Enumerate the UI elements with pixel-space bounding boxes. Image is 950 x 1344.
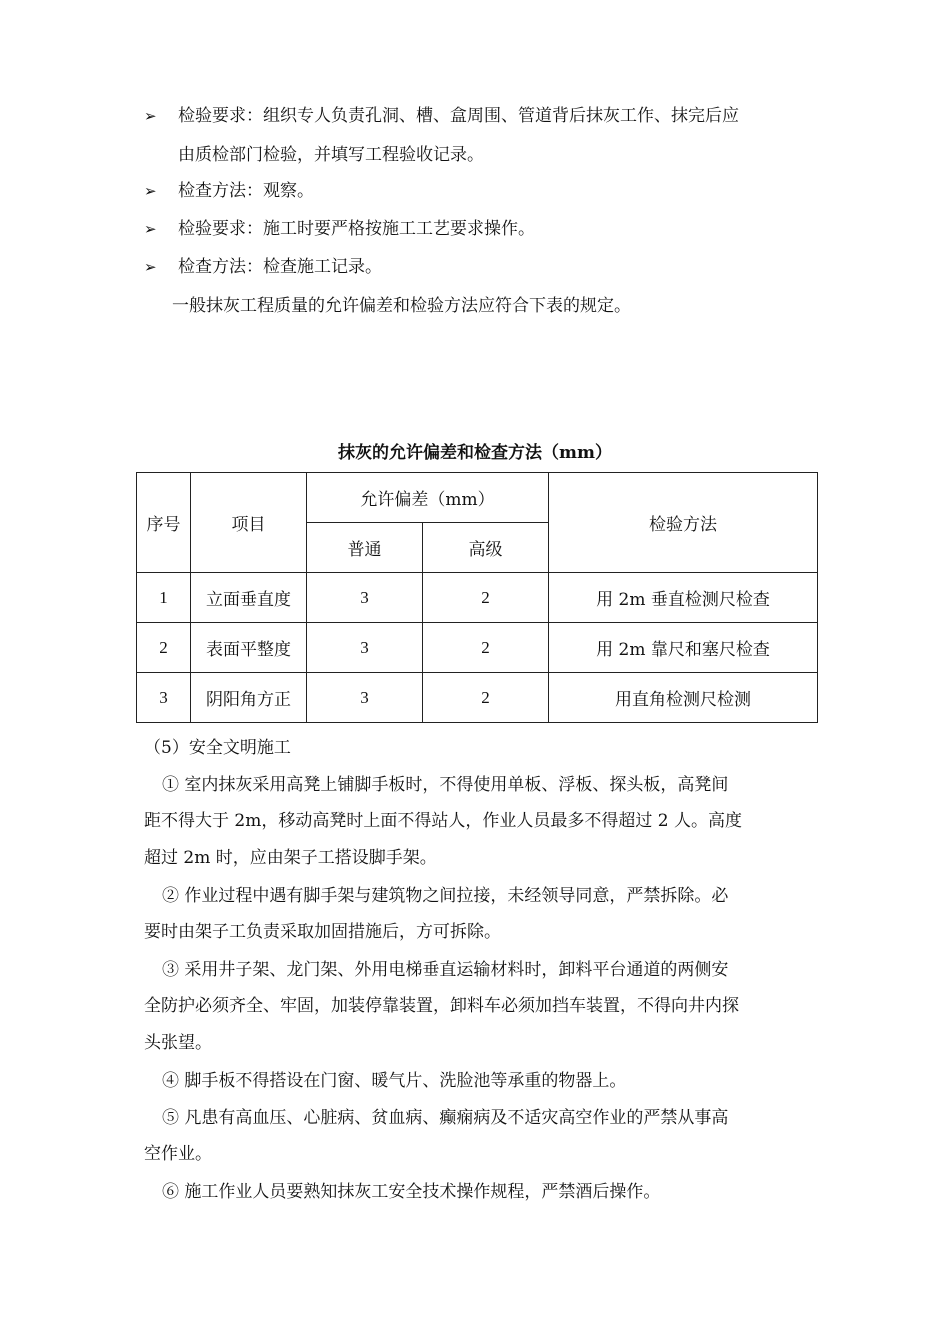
bullet-arrow-icon: ➢ (144, 258, 157, 276)
bullet-arrow-icon: ➢ (144, 220, 157, 238)
cell-item: 阴阳角方正 (191, 673, 307, 723)
bullet-text: 检查方法：观察。 (178, 181, 314, 201)
cell-advanced: 2 (423, 623, 549, 673)
paragraph-line: 全防护必须齐全、牢固，加装停靠装置，卸料车必须加挡车装置，不得向井内探 (144, 996, 739, 1016)
header-tolerance: 允许偏差（mm） (307, 473, 549, 523)
cell-method: 用直角检测尺检测 (549, 673, 818, 723)
paragraph-line: ⑥ 施工作业人员要熟知抹灰工安全技术操作规程，严禁酒后操作。 (162, 1182, 661, 1202)
cell-advanced: 2 (423, 573, 549, 623)
cell-item: 立面垂直度 (191, 573, 307, 623)
cell-seq: 3 (137, 673, 191, 723)
paragraph-line: 头张望。 (144, 1033, 212, 1053)
cell-advanced: 2 (423, 673, 549, 723)
bullet-arrow-icon: ➢ (144, 107, 157, 125)
paragraph-line: 超过 2m 时，应由架子工搭设脚手架。 (144, 848, 437, 868)
bullet-text: 检验要求：组织专人负责孔洞、槽、盒周围、管道背后抹灰工作、抹完后应 (178, 106, 739, 126)
cell-method: 用 2m 靠尺和塞尺检查 (549, 623, 818, 673)
header-seq: 序号 (137, 473, 191, 573)
bullet-arrow-icon: ➢ (144, 182, 157, 200)
paragraph-line: 距不得大于 2m，移动高凳时上面不得站人，作业人员最多不得超过 2 人。高度 (144, 811, 742, 831)
header-normal: 普通 (307, 523, 423, 573)
section-heading: （5）安全文明施工 (144, 738, 291, 758)
paragraph-line: 空作业。 (144, 1144, 212, 1164)
header-method: 检验方法 (549, 473, 818, 573)
table-title: 抹灰的允许偏差和检查方法（mm） (338, 443, 612, 463)
cell-normal: 3 (307, 623, 423, 673)
paragraph-line: 要时由架子工负责采取加固措施后，方可拆除。 (144, 922, 501, 942)
cell-normal: 3 (307, 573, 423, 623)
paragraph-line: ① 室内抹灰采用高凳上铺脚手板时，不得使用单板、浮板、探头板，高凳间 (162, 775, 729, 795)
paragraph-line: ③ 采用井子架、龙门架、外用电梯垂直运输材料时，卸料平台通道的两侧安 (162, 960, 729, 980)
paragraph-line: ② 作业过程中遇有脚手架与建筑物之间拉接，未经领导同意，严禁拆除。必 (162, 886, 729, 906)
table-row (137, 573, 818, 623)
cell-method: 用 2m 垂直检测尺检查 (549, 573, 818, 623)
cell-normal: 3 (307, 673, 423, 723)
cell-seq: 1 (137, 573, 191, 623)
header-advanced: 高级 (423, 523, 549, 573)
table-row (137, 623, 818, 673)
paragraph-line: ⑤ 凡患有高血压、心脏病、贫血病、癫痫病及不适灾高空作业的严禁从事高 (162, 1108, 729, 1128)
paragraph-line: ④ 脚手板不得搭设在门窗、暖气片、洗脸池等承重的物器上。 (162, 1071, 627, 1091)
table-row (137, 673, 818, 723)
cell-item: 表面平整度 (191, 623, 307, 673)
bullet-text: 检查方法：检查施工记录。 (178, 257, 382, 277)
bullet-text: 检验要求：施工时要严格按施工工艺要求操作。 (178, 219, 535, 239)
header-item: 项目 (191, 473, 307, 573)
tolerance-table (136, 472, 818, 723)
cell-seq: 2 (137, 623, 191, 673)
intro-paragraph: 一般抹灰工程质量的允许偏差和检验方法应符合下表的规定。 (172, 296, 631, 316)
bullet-text: 由质检部门检验，并填写工程验收记录。 (178, 145, 484, 165)
